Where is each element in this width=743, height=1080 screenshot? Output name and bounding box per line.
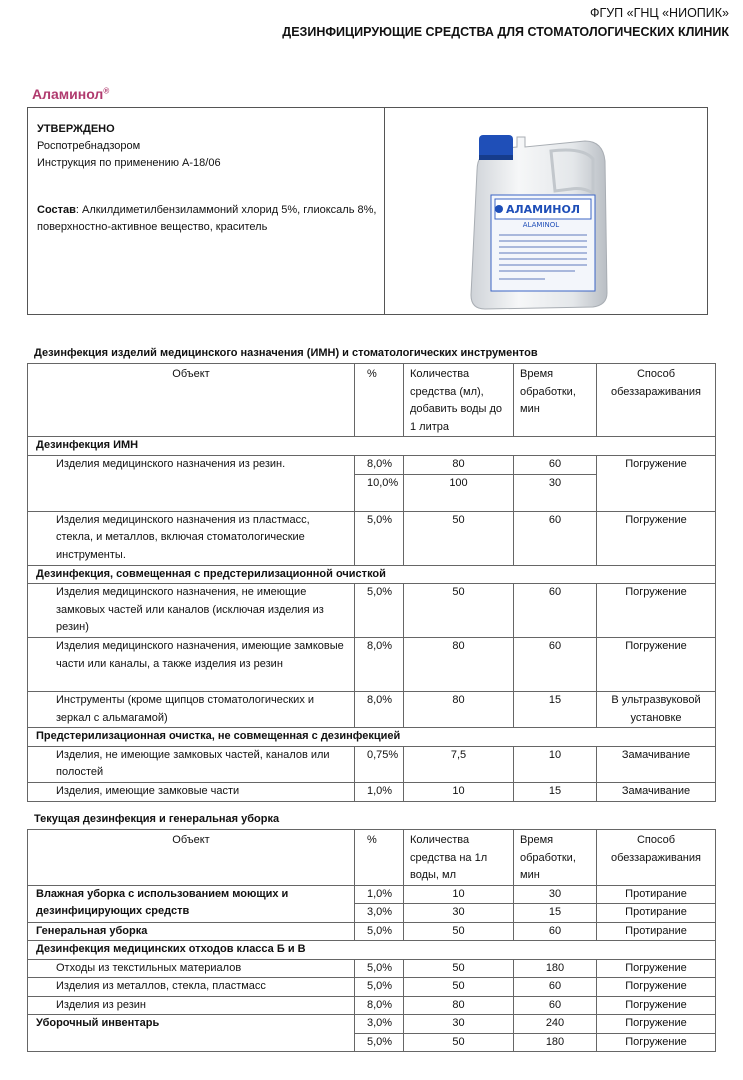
organization-name: ФГУП «ГНЦ «НИОПИК» [589,6,729,20]
cell-method: Погружение [597,1033,716,1052]
cell-percent: 8,0% [355,638,404,692]
approval-label: УТВЕРЖДЕНО [37,123,115,135]
cell-method: Погружение [597,959,716,978]
approval-agency: Роспотребнадзором [37,140,141,152]
cell-time: 15 [514,782,597,801]
col-header-time: Время обработки, мин [514,364,597,437]
col-header-object: Объект [28,830,355,886]
cell-quantity: 30 [404,904,514,923]
cell-percent: 1,0% [355,782,404,801]
table-cleaning [27,829,716,1052]
cell-quantity: 10 [404,782,514,801]
cell-time: 60 [514,922,597,941]
cell-percent: 5,0% [355,978,404,997]
table-row [28,996,716,1015]
cell-method: Протирание [597,885,716,904]
cell-quantity: 50 [404,978,514,997]
cell-method: Замачивание [597,782,716,801]
cell-time: 180 [514,1033,597,1052]
bottle-label-latin: ALAMINOL [522,221,560,229]
cell-time: 180 [514,959,597,978]
cell-quantity: 50 [404,584,514,638]
cell-object: Уборочный инвентарь [28,1015,355,1052]
cell-percent: 10,0% [355,474,404,511]
table-row [28,584,716,638]
cell-quantity: 50 [404,922,514,941]
cell-percent: 8,0% [355,692,404,728]
group-row [28,941,716,960]
cell-percent: 3,0% [355,1015,404,1034]
table-row [28,885,716,904]
cell-method: Замачивание [597,746,716,782]
table-row [28,959,716,978]
group-row [28,565,716,584]
cell-percent: 8,0% [355,455,404,474]
cell-object: Изделия медицинского назначения, имеющие замковые части или каналы, а также изделия из резин [28,638,355,692]
col-header-method: Способ обеззараживания [597,364,716,437]
cell-quantity: 80 [404,692,514,728]
cell-object: Изделия, имеющие замковые части [28,782,355,801]
cell-quantity: 50 [404,1033,514,1052]
table-row [28,782,716,801]
col-header-percent: % [355,830,404,886]
cell-method: Протирание [597,904,716,923]
table-row [28,922,716,941]
document-title: ДЕЗИНФИЦИРУЮЩИЕ СРЕДСТВА ДЛЯ СТОМАТОЛОГИЧЕСКИХ КЛИНИК [282,25,729,39]
cell-percent: 8,0% [355,996,404,1015]
cell-quantity: 10 [404,885,514,904]
table-row [28,746,716,782]
product-name: Аламинол [32,86,104,102]
table-row [28,455,716,474]
cell-percent: 0,75% [355,746,404,782]
cell-method: Погружение [597,978,716,997]
cell-percent: 5,0% [355,511,404,565]
composition-text: : Алкилдиметилбензиламмоний хлорид 5%, глиоксаль 8%, поверхностно-активное вещество, краситель [37,204,377,233]
table-header-row [28,830,716,886]
cell-time: 30 [514,885,597,904]
col-header-method: Способ обеззараживания [597,830,716,886]
group-label: Предстерилизационная очистка, не совмещенная с дезинфекцией [28,728,716,747]
bottle-image [455,133,615,311]
cell-quantity: 30 [404,1015,514,1034]
cell-method: Протирание [597,922,716,941]
cell-object: Изделия медицинского назначения из резин. [28,455,355,511]
table1-title: Дезинфекция изделий медицинского назначения (ИМН) и стоматологических инструментов [34,347,538,359]
col-header-quantity: Количества средства (мл), добавить воды до 1 литра [404,364,514,437]
col-header-time: Время обработки, мин [514,830,597,886]
cell-quantity: 50 [404,959,514,978]
cell-quantity: 7,5 [404,746,514,782]
cell-object: Изделия из резин [28,996,355,1015]
cell-method: Погружение [597,1015,716,1034]
cell-percent: 5,0% [355,1033,404,1052]
group-label: Дезинфекция ИМН [28,437,716,456]
bottle-label-brand: АЛАМИНОЛ [505,203,581,216]
cell-object: Изделия из металлов, стекла, пластмасс [28,978,355,997]
cell-time: 60 [514,511,597,565]
table-row [28,511,716,565]
cell-object: Изделия, не имеющие замковых частей, каналов или полостей [28,746,355,782]
cell-quantity: 80 [404,455,514,474]
cell-object: Изделия медицинского назначения из пластмасс, стекла, и металлов, включая стоматологические инструменты. [28,511,355,565]
cell-quantity: 80 [404,996,514,1015]
info-box-divider [384,108,385,314]
cell-percent: 5,0% [355,922,404,941]
cell-object: Генеральная уборка [28,922,355,941]
cell-method: Погружение [597,455,716,511]
cell-percent: 1,0% [355,885,404,904]
cell-time: 15 [514,692,597,728]
cell-percent: 5,0% [355,584,404,638]
cell-time: 60 [514,455,597,474]
composition-label: Состав [37,204,76,216]
cell-time: 60 [514,584,597,638]
instruction-number: Инструкция по применению А-18/06 [37,157,221,169]
cell-method: Погружение [597,638,716,692]
col-header-object: Объект [28,364,355,437]
group-label: Дезинфекция медицинских отходов класса Б и В [28,941,716,960]
group-label: Дезинфекция, совмещенная с предстерилизационной очисткой [28,565,716,584]
cell-percent: 5,0% [355,959,404,978]
table-row [28,978,716,997]
table-imn-disinfection [27,363,716,802]
cell-time: 15 [514,904,597,923]
registered-mark: ® [103,86,110,96]
cell-method: Погружение [597,996,716,1015]
cell-object: Влажная уборка с использованием моющих и дезинфицирующих средств [28,885,355,922]
table2-title: Текущая дезинфекция и генеральная уборка [34,813,280,825]
cell-method: Погружение [597,584,716,638]
cell-method: Погружение [597,511,716,565]
cell-percent: 3,0% [355,904,404,923]
cell-time: 10 [514,746,597,782]
group-row [28,728,716,747]
table-row [28,1015,716,1034]
cell-object: Отходы из текстильных материалов [28,959,355,978]
cell-quantity: 80 [404,638,514,692]
cell-quantity: 50 [404,511,514,565]
cell-object: Инструменты (кроме щипцов стоматологических и зеркал с альмагамой) [28,692,355,728]
cell-time: 30 [514,474,597,511]
cell-quantity: 100 [404,474,514,511]
composition [37,202,377,236]
col-header-quantity: Количества средства на 1л воды, мл [404,830,514,886]
cell-time: 60 [514,996,597,1015]
cell-method: В ультразвуковой установке [597,692,716,728]
product-title [32,86,109,102]
group-row [28,437,716,456]
cell-time: 60 [514,638,597,692]
col-header-percent: % [355,364,404,437]
cell-time: 240 [514,1015,597,1034]
cell-time: 60 [514,978,597,997]
cell-object: Изделия медицинского назначения, не имеющие замковых частей или каналов (исключая изделия из резин) [28,584,355,638]
table-header-row [28,364,716,437]
table-row [28,638,716,692]
table-row [28,692,716,728]
